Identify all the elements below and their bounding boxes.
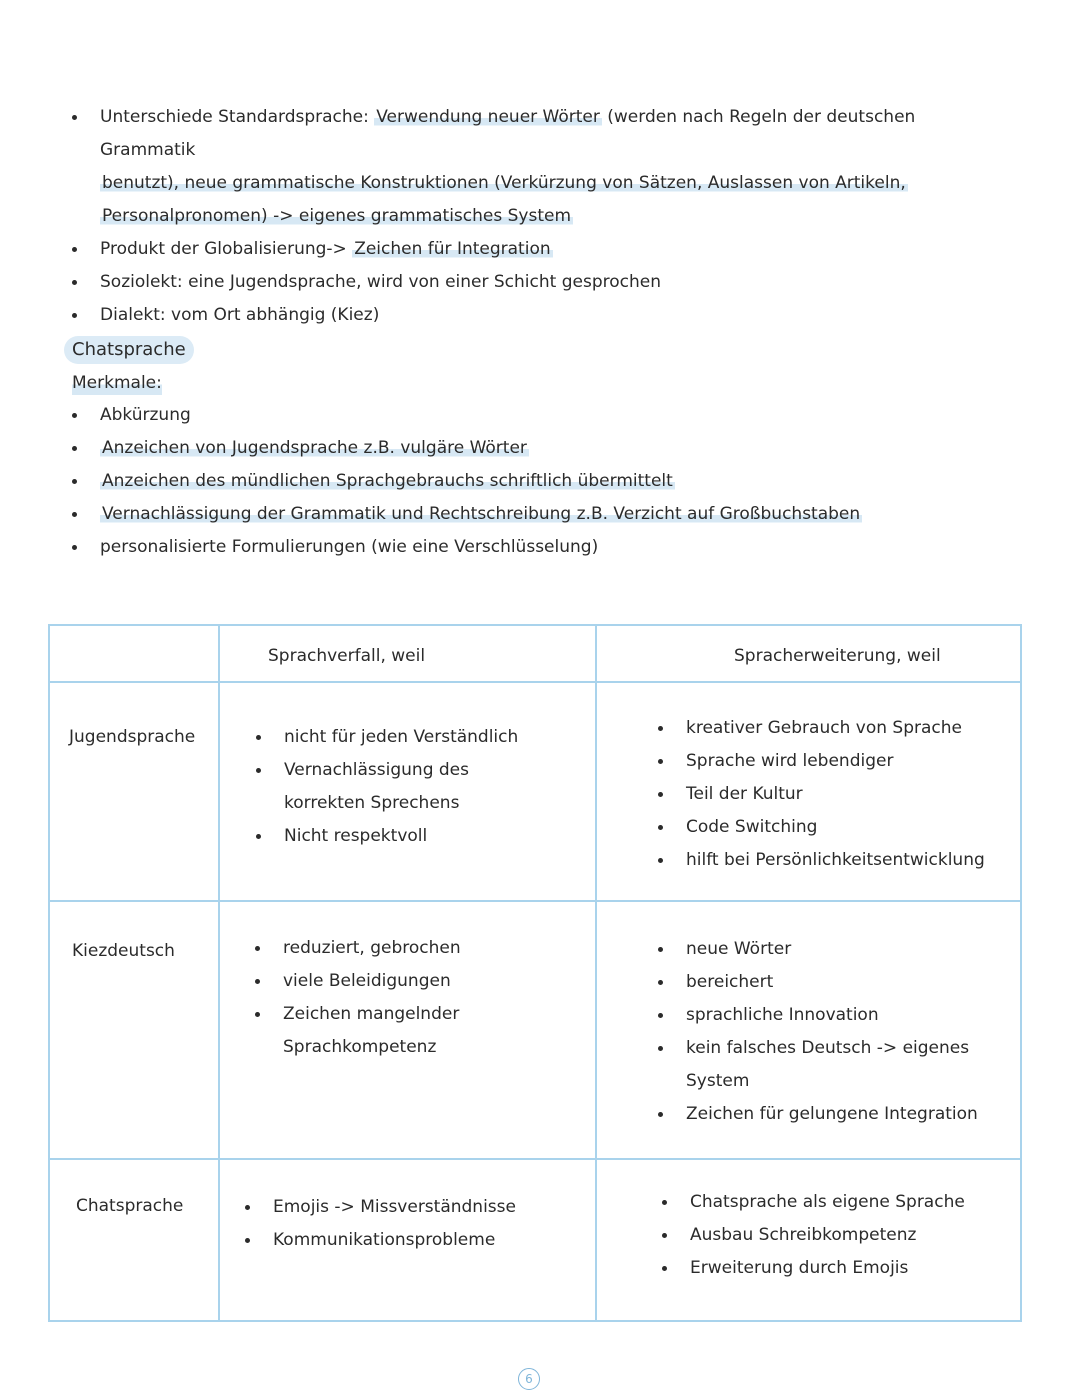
erweiterung-list: [690, 1186, 965, 1285]
list-item: Produkt der Globalisierung-> Zeichen für Integration: [100, 233, 1000, 266]
list-item: Code Switching: [686, 811, 985, 844]
bullet-icon: [658, 858, 663, 863]
list-item: Chatsprache als eigene Sprache: [690, 1186, 965, 1219]
bullet-icon: [658, 1013, 663, 1018]
list-item: kreativer Gebrauch von Sprache: [686, 712, 985, 745]
list-item-continuation: benutzt), neue grammatische Konstruktionen (Verkürzung von Sätzen, Auslassen von Artikeln,: [102, 173, 906, 193]
list-item: Sprache wird lebendiger: [686, 745, 985, 778]
erweiterung-list: [686, 933, 978, 1131]
bullet-icon: [256, 735, 261, 740]
row-label-kiezdeutsch: Kiezdeutsch: [72, 941, 175, 961]
bullet-icon: [658, 980, 663, 985]
list-item: Erweiterung durch Emojis: [690, 1252, 965, 1285]
bullet-icon: [658, 792, 663, 797]
table-divider: [50, 1158, 1020, 1160]
bullet-icon: [662, 1266, 667, 1271]
bullet-icon: [658, 1046, 663, 1051]
list-item: Teil der Kultur: [686, 778, 985, 811]
features-label: Merkmale:: [72, 369, 162, 397]
list-item-continuation: Personalpronomen) -> eigenes grammatisches System: [102, 206, 572, 226]
bullet-icon: [255, 1012, 260, 1017]
table-divider: [50, 900, 1020, 902]
bullet-icon: [72, 479, 77, 484]
bullet-icon: [662, 1233, 667, 1238]
list-item: Emojis -> Missverständnisse: [273, 1191, 516, 1224]
verfall-list: [283, 932, 461, 1064]
list-item: Zeichen für gelungene Integration: [686, 1098, 978, 1131]
bullet-icon: [658, 825, 663, 830]
bullet-icon: [256, 834, 261, 839]
list-item: Unterschiede Standardsprache: Verwendung neuer Wörter (werden nach Regeln der deutschen Grammatik: [100, 101, 1000, 167]
list-item: viele Beleidigungen: [283, 965, 461, 998]
page-number: 6: [518, 1368, 540, 1390]
table-divider: [218, 626, 220, 1320]
erweiterung-list: [686, 712, 985, 877]
bullet-icon: [72, 512, 77, 517]
list-item: bereichert: [686, 966, 978, 999]
bullet-icon: [72, 280, 77, 285]
list-item: Vernachlässigung der Grammatik und Rechtschreibung z.B. Verzicht auf Großbuchstaben: [100, 498, 1000, 531]
row-label-jugendsprache: Jugendsprache: [69, 727, 196, 747]
bullet-icon: [72, 446, 77, 451]
bullet-icon: [658, 947, 663, 952]
list-item-continuation: Sprachkompetenz: [283, 1037, 437, 1057]
bullet-icon: [255, 946, 260, 951]
bullet-icon: [72, 115, 77, 120]
list-item: personalisierte Formulierungen (wie eine Verschlüsselung): [100, 531, 1000, 564]
bullet-icon: [72, 247, 77, 252]
list-item: Kommunikationsprobleme: [273, 1224, 516, 1257]
list-item: Anzeichen des mündlichen Sprachgebrauchs schriftlich übermittelt: [100, 465, 1000, 498]
bullet-icon: [658, 759, 663, 764]
list-item: Nicht respektvoll: [284, 820, 518, 853]
table-divider: [50, 681, 1020, 683]
row-label-chatsprache: Chatsprache: [76, 1196, 184, 1216]
table-divider: [595, 626, 597, 1320]
bullet-icon: [72, 313, 77, 318]
list-item: Ausbau Schreibkompetenz: [690, 1219, 965, 1252]
list-item: Soziolekt: eine Jugendsprache, wird von einer Schicht gesprochen: [100, 266, 1000, 299]
bullet-icon: [256, 768, 261, 773]
list-item: Dialekt: vom Ort abhängig (Kiez): [100, 299, 1000, 332]
bullet-icon: [245, 1238, 250, 1243]
chat-features-list: [100, 399, 1000, 564]
list-item-continuation: korrekten Sprechens: [284, 793, 460, 813]
bullet-icon: [255, 979, 260, 984]
bullet-icon: [245, 1205, 250, 1210]
list-item: Abkürzung: [100, 399, 1000, 432]
header-verfall: Sprachverfall, weil: [268, 646, 426, 666]
bullet-icon: [658, 1112, 663, 1117]
list-item: Anzeichen von Jugendsprache z.B. vulgäre Wörter: [100, 432, 1000, 465]
list-item-continuation: System: [686, 1071, 750, 1091]
header-erweiterung: Spracherweiterung, weil: [734, 646, 941, 666]
top-bullet-list: [100, 101, 1000, 332]
bullet-icon: [658, 726, 663, 731]
comparison-table: [48, 624, 1022, 1322]
bullet-icon: [662, 1200, 667, 1205]
list-item: reduziert, gebrochen: [283, 932, 461, 965]
list-item: neue Wörter: [686, 933, 978, 966]
bullet-icon: [72, 545, 77, 550]
list-item: Zeichen mangelnder: [283, 998, 461, 1031]
verfall-list: [273, 1191, 516, 1257]
bullet-icon: [72, 413, 77, 418]
list-item: sprachliche Innovation: [686, 999, 978, 1032]
list-item: Vernachlässigung des: [284, 754, 518, 787]
section-heading: Chatsprache: [64, 336, 194, 364]
list-item: kein falsches Deutsch -> eigenes: [686, 1032, 978, 1065]
list-item: hilft bei Persönlichkeitsentwicklung: [686, 844, 985, 877]
verfall-list: [284, 721, 518, 853]
list-item: nicht für jeden Verständlich: [284, 721, 518, 754]
